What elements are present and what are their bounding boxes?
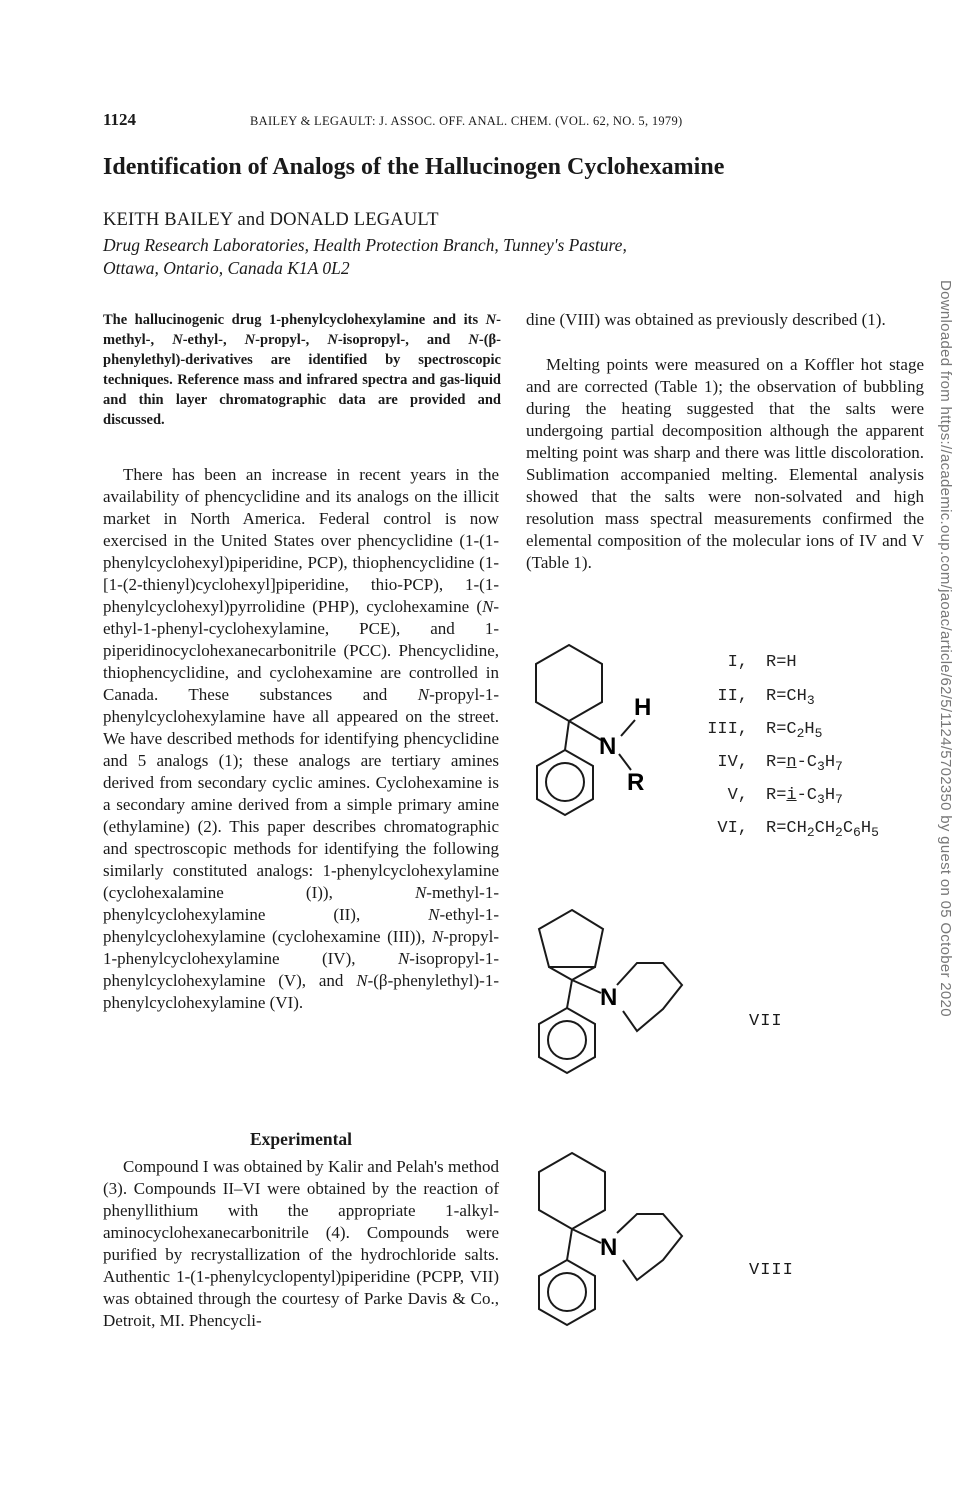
authors: KEITH BAILEY and DONALD LEGAULT bbox=[103, 210, 439, 230]
piperidine-ring bbox=[617, 1214, 682, 1280]
intro-paragraph: There has been an increase in recent years in the availability of phencyclidine and its analogs on the illicit market in North America. Federal control is now exercised in the United States over phencyclidine (1-(1-phenylcyclohexyl)piperidine, PCP), thiophencyclidine (1-[1-(2-thienyl)cyclohexyl]piperidine, thio-PCP), 1-(1-phenylcyclohexyl)pyrrolidine (PHP), cyclohexamine (N-ethyl-1-phenyl-cyclohexylamine, PCE), and 1-piperidinocyclohexanecarbonitrile (PCC). Phencyclidine, thiophencyclidine, and cyclohexamine are controlled in Canada. These substances and N-propyl-1-phenylcyclohexylamine have all appeared on the street. We have described methods for identifying phencyclidine and 5 analogs (1); these analogs are tertiary amines derived from secondary cyclic amines. Cyclohexamine is a secondary amine derived from a simple primary amine (ethylamine) (2). This paper describes chromatographic and spectroscopic methods for identifying the following similarly constituted analogs: 1-phenylcyclohexylamine (cyclohexalamine (I)), N-methyl-1-phenylcyclohexylamine (II), N-ethyl-1-phenylcyclohexylamine (cyclohexamine (III)), N-propyl-1-phenylcyclohexylamine (IV), N-isopropyl-1-phenylcyclohexylamine (V), and N-(β-phenylethyl)-1-phenylcyclohexylamine (VI). bbox=[103, 465, 499, 1012]
structure-viii-phencyclidine bbox=[527, 1148, 687, 1358]
phenyl-aromatic-circle bbox=[548, 1021, 586, 1059]
bond-c-phenyl bbox=[567, 1229, 572, 1260]
experimental-paragraph-1: Compound I was obtained by Kalir and Pelah's method (3). Compounds II–VI were obtained by the reaction of phenyllithium with the appropriate 1-alkyl-aminocyclohexanecarbonitrile (4). Compounds were purified by recrystallization of the hydrochloride salts. Authentic 1-(1-phenylcyclopentyl)piperidine (PCPP, VII) was obtained through the courtesy of Parke Davis & Co., Detroit, MI. Phencycli- bbox=[103, 1157, 499, 1330]
bond-n-r bbox=[619, 754, 631, 770]
cyclohexane-ring bbox=[539, 1153, 605, 1229]
compound-row-v: V, $R=i-C_3H_7$ bbox=[727, 786, 843, 807]
structure-label-viii: VIII bbox=[749, 1261, 794, 1280]
bond-n-h bbox=[621, 720, 635, 736]
experimental-paragraph-2 bbox=[526, 354, 924, 574]
bond-c5-ring-right bbox=[572, 967, 595, 980]
compound-row-iii: III, $R=C_2H_5$ bbox=[707, 720, 823, 741]
phenyl-aromatic-circle bbox=[548, 1273, 586, 1311]
experimental-text-col1 bbox=[103, 1156, 499, 1332]
structure-label-vii: VII bbox=[749, 1012, 783, 1031]
structure-general-amine bbox=[527, 640, 687, 830]
article-title: Identification of Analogs of the Hallucinogen Cyclohexamine bbox=[103, 154, 725, 180]
atom-n: N bbox=[599, 733, 617, 760]
cyclopentane-ring bbox=[539, 910, 603, 967]
atom-r: R bbox=[627, 769, 645, 796]
download-watermark bbox=[914, 280, 954, 1140]
bond-c-n bbox=[572, 1229, 601, 1243]
compound-row-vi: VI, $R=CH_2CH_2C_6H_5$ bbox=[717, 819, 879, 840]
page-number: 1124 bbox=[103, 110, 137, 129]
compound-row-iv: IV, $R=n-C_3H_7$ bbox=[717, 753, 843, 774]
compound-row-i: I, R=H bbox=[727, 653, 797, 672]
experimental-paragraph-1-continued: dine (VIII) was obtained as previously described (1). bbox=[526, 310, 886, 329]
atom-n: N bbox=[600, 1234, 618, 1261]
affiliation-line-2: Ottawa, Ontario, Canada K1A 0L2 bbox=[103, 258, 350, 278]
compound-row-ii: II, $R=CH_3$ bbox=[717, 687, 815, 708]
phenyl-aromatic-circle bbox=[546, 763, 584, 801]
bond-c-n bbox=[569, 721, 601, 740]
experimental-heading: Experimental bbox=[249, 1129, 353, 1149]
structure-vii-pcpp bbox=[527, 905, 687, 1105]
atom-n: N bbox=[600, 984, 618, 1011]
bond-c5-n bbox=[572, 980, 601, 993]
bond-c-phenyl bbox=[565, 721, 569, 750]
bond-c5-ring-left bbox=[549, 967, 572, 980]
cyclohexane-ring bbox=[536, 645, 602, 721]
bond-c5-phenyl bbox=[567, 980, 572, 1008]
melting-points-paragraph: Melting points were measured on a Koffler hot stage and are corrected (Table 1); the observation of bubbling during the heating suggested that the salts were undergoing partial decomposition although the apparent melting point was sharp and there was little discoloration. Sublimation accompanied melting. Elemental analysis showed that the salts were non-solvated and high resolution mass spectral measurements confirmed the elemental composition of the molecular ions of IV and V (Table 1). bbox=[526, 355, 924, 572]
piperidine-ring bbox=[617, 963, 682, 1031]
affiliation-line-1: Drug Research Laboratories, Health Protection Branch, Tunney's Pasture, bbox=[103, 235, 627, 255]
running-head: BAILEY & LEGAULT: J. ASSOC. OFF. ANAL. CHEM. (VOL. 62, NO. 5, 1979) bbox=[250, 114, 683, 128]
experimental-text-col2 bbox=[526, 309, 924, 331]
atom-h: H bbox=[634, 694, 652, 721]
abstract: The hallucinogenic drug 1-phenylcyclohexylamine and its N-methyl-, N-ethyl-, N-propyl-, N-isopropyl-, and N-(β-phenylethyl)-derivatives are identified by spectroscopic techniques. Reference mass and infrared spectra and gas-liquid and thin layer chromatographic data are provided and discussed. bbox=[103, 312, 502, 428]
watermark-text: Downloaded from https://academic.oup.com/jaoac/article/62/5/1124/5702350 by guest on 05 October 2020 bbox=[937, 280, 954, 1017]
introduction-text bbox=[103, 464, 499, 1014]
